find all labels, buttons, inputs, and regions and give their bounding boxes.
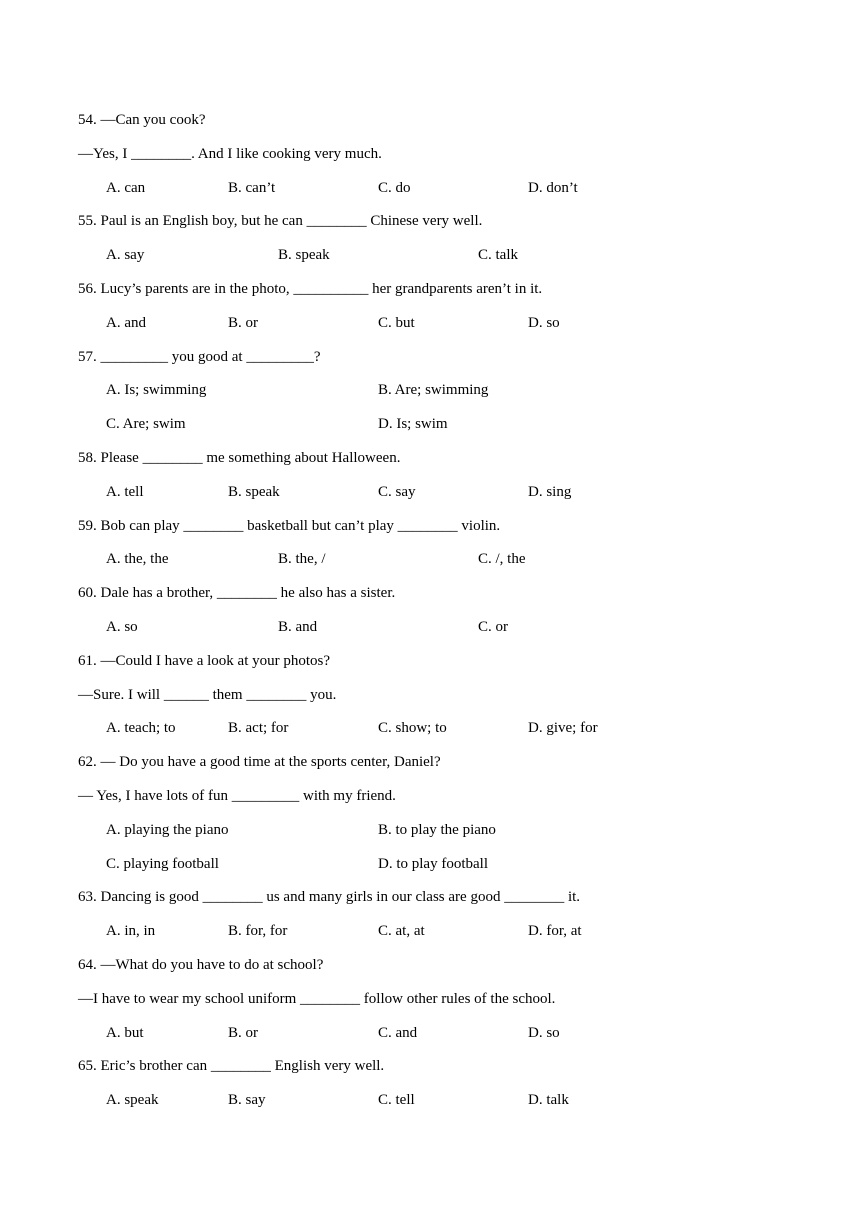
question-stem: 61. —Could I have a look at your photos? <box>78 652 331 669</box>
answer-option: A. so <box>106 619 138 635</box>
question-response-line: — Yes, I have lots of fun _________ with my friend. <box>78 788 396 804</box>
question-stem: 63. Dancing is good ________ us and many girls in our class are good ________ it. <box>78 889 581 906</box>
answer-option: C. talk <box>478 247 518 264</box>
question-stem: 58. Please ________ me something about Halloween. <box>78 450 401 466</box>
answer-option: D. talk <box>528 1092 569 1109</box>
answer-option: D. don’t <box>528 179 578 196</box>
answer-option: B. speak <box>228 483 280 500</box>
answer-option: C. /, the <box>478 551 526 568</box>
answer-option: A. in, in <box>106 923 156 940</box>
answer-option: B. the, / <box>278 551 326 568</box>
answer-option: D. to play football <box>378 855 488 872</box>
question-stem: 59. Bob can play ________ basketball but can’t play ________ violin. <box>78 517 501 534</box>
answer-option: B. to play the piano <box>378 821 496 838</box>
answer-option: B. can’t <box>228 179 276 196</box>
answer-option: D. Is; swim <box>378 416 448 433</box>
answer-option: C. tell <box>378 1092 415 1109</box>
answer-option: B. for, for <box>228 923 288 940</box>
answer-option: C. and <box>378 1024 418 1041</box>
answer-option: C. say <box>378 483 416 500</box>
question-stem: 64. —What do you have to do at school? <box>78 957 324 973</box>
question-stem: 65. Eric’s brother can ________ English very well. <box>78 1058 385 1075</box>
answer-option: A. the, the <box>106 551 169 568</box>
answer-option: B. or <box>228 1024 258 1041</box>
answer-option: C. show; to <box>378 720 447 737</box>
answer-option: A. and <box>106 314 146 331</box>
question-stem: 56. Lucy’s parents are in the photo, __________ her grandparents aren’t in it. <box>78 281 543 297</box>
answer-option: A. tell <box>106 483 144 500</box>
answer-option: A. can <box>106 179 146 196</box>
answer-option: B. say <box>228 1092 266 1109</box>
answer-option: A. teach; to <box>106 720 176 737</box>
answer-option: D. give; for <box>528 720 598 737</box>
answer-option: A. say <box>106 247 145 264</box>
answer-option: A. Is; swimming <box>106 382 207 399</box>
question-stem: 55. Paul is an English boy, but he can ________ Chinese very well. <box>78 213 483 230</box>
answer-option: C. playing football <box>106 855 219 872</box>
answer-option: C. do <box>378 179 411 196</box>
question-response-line: —I have to wear my school uniform ________ follow other rules of the school. <box>78 990 556 1007</box>
answer-option: C. but <box>378 314 415 331</box>
answer-option: B. speak <box>278 247 330 264</box>
question-response-line: —Yes, I ________. And I like cooking very much. <box>78 145 382 162</box>
answer-option: D. for, at <box>528 923 582 940</box>
answer-option: B. act; for <box>228 720 289 737</box>
answer-option: C. or <box>478 619 508 635</box>
answer-option: C. Are; swim <box>106 416 186 433</box>
question-response-line: —Sure. I will ______ them ________ you. <box>78 686 337 703</box>
answer-option: B. and <box>278 619 318 635</box>
answer-option: C. at, at <box>378 923 425 940</box>
answer-option: A. speak <box>106 1092 159 1109</box>
question-stem: 57. _________ you good at _________? <box>78 348 321 365</box>
answer-option: D. so <box>528 1024 560 1041</box>
answer-option: B. Are; swimming <box>378 382 489 399</box>
question-stem: 60. Dale has a brother, ________ he also has a sister. <box>78 585 396 602</box>
question-stem: 54. —Can you cook? <box>78 112 206 128</box>
answer-option: A. playing the piano <box>106 821 229 838</box>
answer-option: D. so <box>528 314 560 331</box>
answer-option: B. or <box>228 314 258 331</box>
answer-option: D. sing <box>528 483 572 500</box>
answer-option: A. but <box>106 1024 144 1041</box>
question-stem: 62. — Do you have a good time at the sports center, Daniel? <box>78 754 441 771</box>
